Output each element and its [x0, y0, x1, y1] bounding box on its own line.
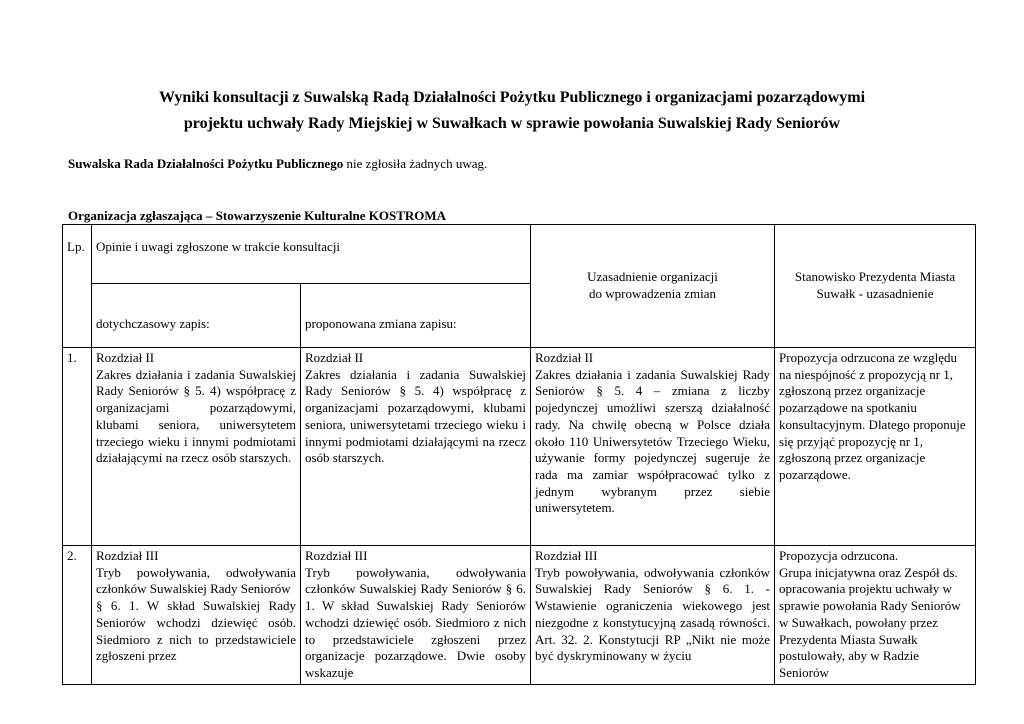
row-proposed	[301, 348, 531, 546]
row-justification-title: Rozdział III	[535, 548, 598, 563]
row-proposed-text: Tryb powoływania, odwoływania członków Suwalskiej Rady Seniorów § 6. 1. W skład Suwalskiej Rady Seniorów wchodzi dziewięć osób. Siedmioro z nich to przedstawiciele zgłoszeni przez organizacje pozarządowe. Dwie osoby wskazuje	[305, 564, 527, 680]
row-justification-title: Rozdział II	[535, 350, 594, 365]
row-proposed-title: Rozdział II	[305, 350, 364, 365]
header-current: dotychczasowy zapis:	[92, 284, 301, 348]
row-current-text: Zakres działania i zadania Suwalskiej Rady Seniorów § 5. 4) współpracę z organizacjami pozarządowymi, klubami seniora, uniwersytetem trzeciego wieku i innymi podmiotami działającymi na rzecz osób starszych.	[96, 366, 296, 466]
council-statement-text: nie zgłosiła żadnych uwag.	[343, 156, 488, 171]
council-name: Suwalska Rada Działalności Pożytku Publicznego	[68, 156, 344, 171]
row-position-title: Propozycja odrzucona.	[779, 548, 899, 563]
header-position-line-2: Suwałk - uzasadnienie	[816, 286, 934, 301]
document-title-line-1: Wyniki konsultacji z Suwalską Radą Działalności Pożytku Publicznego i organizacjami pozarządowymi	[158, 89, 866, 106]
row-position	[775, 546, 976, 685]
document-title-line-2: projektu uchwały Rady Miejskiej w Suwałkach w sprawie powołania Suwalskiej Rady Seniorów	[183, 115, 841, 132]
row-proposed	[301, 546, 531, 685]
consultation-table	[62, 224, 976, 685]
row-justification-text: Zakres działania i zadania Suwalskiej Rady Seniorów § 5. 4 – zmiana z liczby pojedynczej umożliwi szerszą działalność rady. Na chwilę obecną w Polsce działa około 110 Uniwersytetów Trzeciego Wieku, używanie formy pojedynczej sugeruje że rada ma zamiar współpracować tylko z jednym wybranym przez siebie uniwersytetem.	[535, 366, 771, 516]
row-proposed-title: Rozdział III	[305, 548, 368, 563]
row-justification	[531, 348, 775, 546]
row-justification	[531, 546, 775, 685]
organization-label: Organizacja zgłaszająca – Stowarzyszenie Kulturalne KOSTROMA	[68, 208, 447, 223]
header-proposed: proponowana zmiana zapisu:	[301, 284, 531, 348]
row-proposed-text: Zakres działania i zadania Suwalskiej Rady Seniorów § 5. 4) współpracę z organizacjami pozarządowymi, klubami seniora, uniwersytetami trzeciego wieku i innymi podmiotami działającymi na rzecz osób starszych.	[305, 366, 527, 466]
row-justification-text: Tryb powoływania, odwoływania członków Suwalskiej Rady Seniorów § 6. 1. - Wstawienie ograniczenia wiekowego jest niezgodne z konstytucyjną zasadą równości. Art. 32. 2. Konstytucji RP „Nikt nie może być dyskryminowany w życiu	[535, 564, 771, 664]
row-position-text: Grupa inicjatywna oraz Zespół ds. opracowania projektu uchwały w sprawie powołania Rady Seniorów w Suwałkach, powołany przez Prezydenta Miasta Suwałk postulowały, aby w Radzie Seniorów	[779, 564, 961, 680]
header-opinions: Opinie i uwagi zgłoszone w trakcie konsultacji	[92, 225, 531, 284]
row-current-subtitle: Tryb powoływania, odwoływania członków Suwalskiej Rady Seniorów	[96, 564, 296, 597]
row-current-title: Rozdział II	[96, 350, 155, 365]
row-current-text: § 6. 1. W skład Suwalskiej Rady Seniorów wchodzi dziewięć osób. Siedmioro z nich to przedstawiciele zgłoszeni przez	[96, 598, 296, 664]
table-row	[63, 546, 976, 685]
row-lp: 2.	[63, 546, 92, 685]
council-statement	[68, 156, 487, 172]
header-position-line-1: Stanowisko Prezydenta Miasta	[794, 269, 956, 285]
header-justification	[531, 225, 775, 348]
row-current-title: Rozdział III	[96, 548, 159, 563]
header-lp: Lp.	[63, 225, 92, 348]
organization-heading	[68, 208, 446, 224]
row-position	[775, 348, 976, 546]
row-current	[92, 348, 301, 546]
row-lp: 1.	[63, 348, 92, 546]
header-justification-line-1: Uzasadnienie organizacji	[587, 269, 718, 285]
table-row	[63, 348, 976, 546]
table-header-row	[63, 225, 976, 284]
header-justification-line-2: do wprowadzenia zmian	[588, 286, 717, 301]
row-position-text: Propozycja odrzucona ze względu na niespójność z propozycją nr 1, zgłoszoną przez organizacje pozarządowe na spotkaniu konsultacyjnym. Dlatego proponuje się przyjąć propozycję nr 1, zgłoszoną przez organizacje pozarządowe.	[779, 350, 966, 482]
header-position	[775, 225, 976, 348]
row-current	[92, 546, 301, 685]
